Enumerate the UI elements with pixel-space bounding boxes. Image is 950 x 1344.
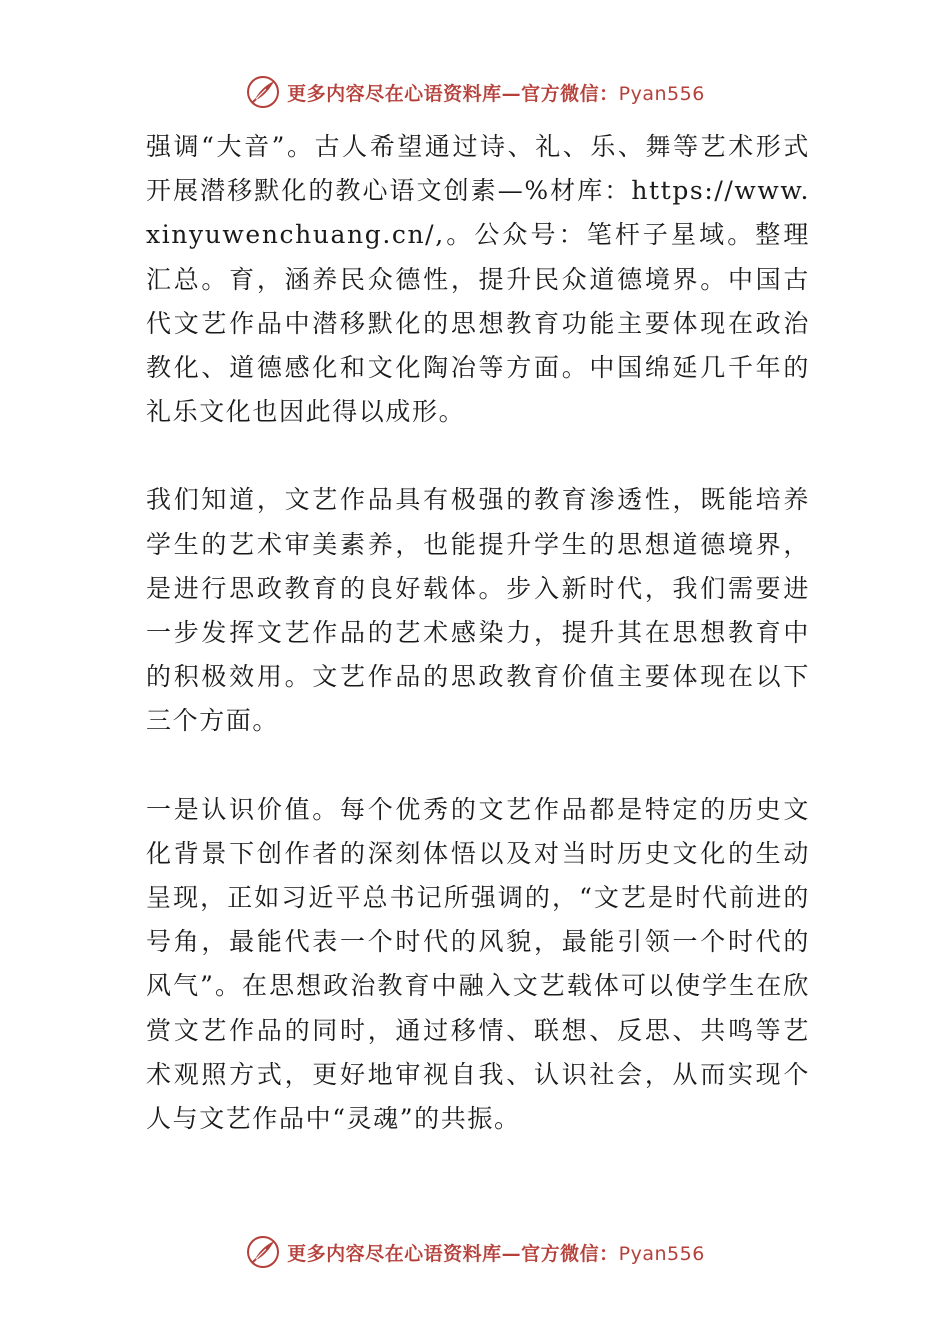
paragraph-3: 一是认识价值。每个优秀的文艺作品都是特定的历史文化背景下创作者的深刻体悟以及对当时历史文化的生动呈现，正如习近平总书记所强调的，“文艺是时代前进的号角，最能代表一个时代的风貌，最能引领一个时代的风气”。在思想政治教育中融入文艺载体可以使学生在欣赏文艺作品的同时，通过移情、联想、反思、共鸣等艺术观照方式，更好地审视自我、认识社会，从而实现个人与文艺作品中“灵魂”的共振。 [146, 794, 810, 1134]
header-banner [0, 72, 950, 112]
footer-banner-main: 更多内容尽在心语资料库—官方微信： [287, 1242, 619, 1265]
footer-banner-handle: Pyan556 [618, 1242, 705, 1265]
footer-banner-inner [245, 1234, 705, 1270]
paragraph-2: 我们知道，文艺作品具有极强的教育渗透性，既能培养学生的艺术审美素养，也能提升学生的思想道德境界，是进行思政教育的良好载体。步入新时代，我们需要进一步发挥文艺作品的艺术感染力，提升其在思想教育中的积极效用。文艺作品的思政教育价值主要体现在以下三个方面。 [146, 485, 810, 736]
header-banner-text [287, 79, 705, 106]
paragraph-1: 强调“大音”。古人希望通过诗、礼、乐、舞等艺术形式开展潜移默化的教心语文创素—%材库：https://www.xinyuwenchuang.cn/,。公众号：笔杆子星域。整理汇总。育，涵养民众德性，提升民众道德境界。中国古代文艺作品中潜移默化的思想教育功能主要体现在政治教化、道德感化和文化陶冶等方面。中国绵延几千年的礼乐文化也因此得以成形。 [146, 132, 810, 427]
document-body [146, 125, 810, 1185]
footer-banner [0, 1232, 950, 1272]
feather-quill-icon [245, 1234, 281, 1270]
header-banner-handle: Pyan556 [618, 82, 705, 105]
header-banner-main: 更多内容尽在心语资料库—官方微信： [287, 82, 619, 105]
footer-banner-text [287, 1239, 705, 1266]
feather-quill-icon [245, 74, 281, 110]
header-banner-inner [245, 74, 705, 110]
